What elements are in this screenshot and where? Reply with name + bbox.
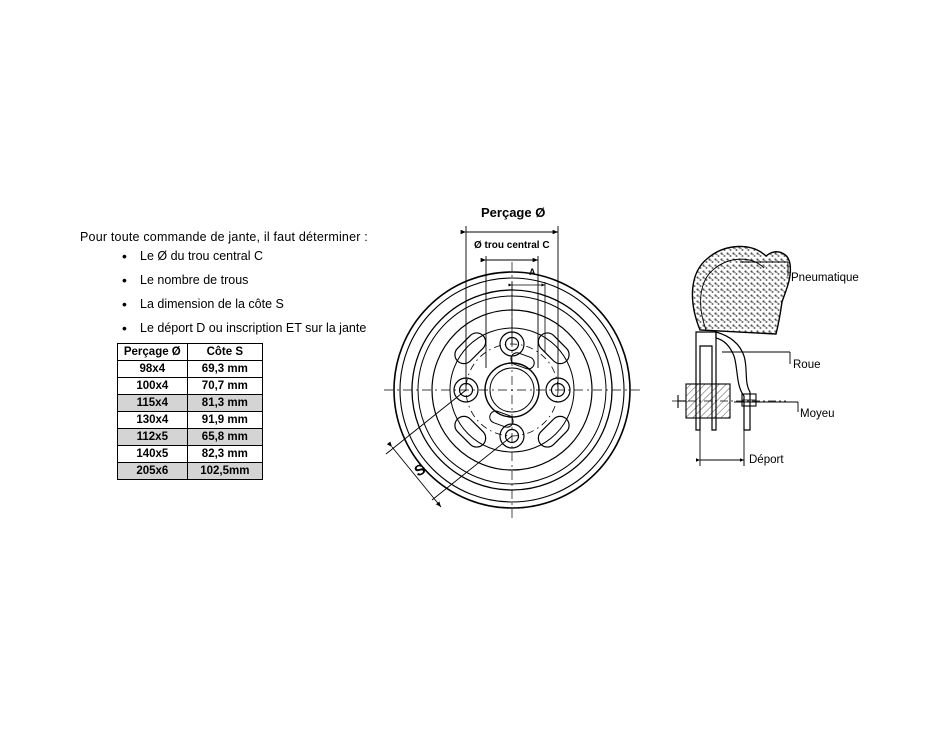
dimension-a-label: A — [529, 267, 536, 277]
label-deport: Déport — [749, 454, 784, 466]
center-hole-dimension-label: Ø trou central C — [474, 240, 550, 251]
pcd-size-table — [117, 343, 263, 480]
cell-pcd: 115x4 — [118, 395, 188, 412]
cell-s: 82,3 mm — [187, 446, 262, 463]
intro-text: Pour toute commande de jante, il faut déterminer : — [80, 230, 368, 244]
column-header-pcd: Perçage Ø — [118, 344, 188, 361]
cell-s: 69,3 mm — [187, 361, 262, 378]
cell-s: 91,9 mm — [187, 412, 262, 429]
label-roue: Roue — [793, 359, 821, 371]
cell-s: 81,3 mm — [187, 395, 262, 412]
list-item: • Le déport D ou inscription ET sur la jante — [140, 321, 366, 335]
column-header-s: Côte S — [187, 344, 262, 361]
list-item: • Le nombre de trous — [140, 273, 366, 287]
table-row — [118, 361, 263, 378]
table-header-row — [118, 344, 263, 361]
cell-s: 70,7 mm — [187, 378, 262, 395]
cell-pcd: 140x5 — [118, 446, 188, 463]
wheel-section-drawing — [672, 246, 798, 466]
label-pneumatique: Pneumatique — [791, 272, 859, 284]
table-row — [118, 463, 263, 480]
cell-pcd: 98x4 — [118, 361, 188, 378]
list-item: • Le Ø du trou central C — [140, 249, 366, 263]
table-row — [118, 412, 263, 429]
cell-pcd: 100x4 — [118, 378, 188, 395]
cell-pcd: 112x5 — [118, 429, 188, 446]
table-row — [118, 446, 263, 463]
table-row — [118, 395, 263, 412]
table-row — [118, 429, 263, 446]
cell-s: 65,8 mm — [187, 429, 262, 446]
list-item: • La dimension de la côte S — [140, 297, 366, 311]
cell-s: 102,5mm — [187, 463, 262, 480]
cell-pcd: 205x6 — [118, 463, 188, 480]
cell-pcd: 130x4 — [118, 412, 188, 429]
table-row — [118, 378, 263, 395]
requirements-list — [118, 249, 366, 345]
label-moyeu: Moyeu — [800, 408, 835, 420]
dimension-s-label: S — [411, 460, 429, 481]
perçage-dimension-label: Perçage Ø — [481, 205, 546, 220]
